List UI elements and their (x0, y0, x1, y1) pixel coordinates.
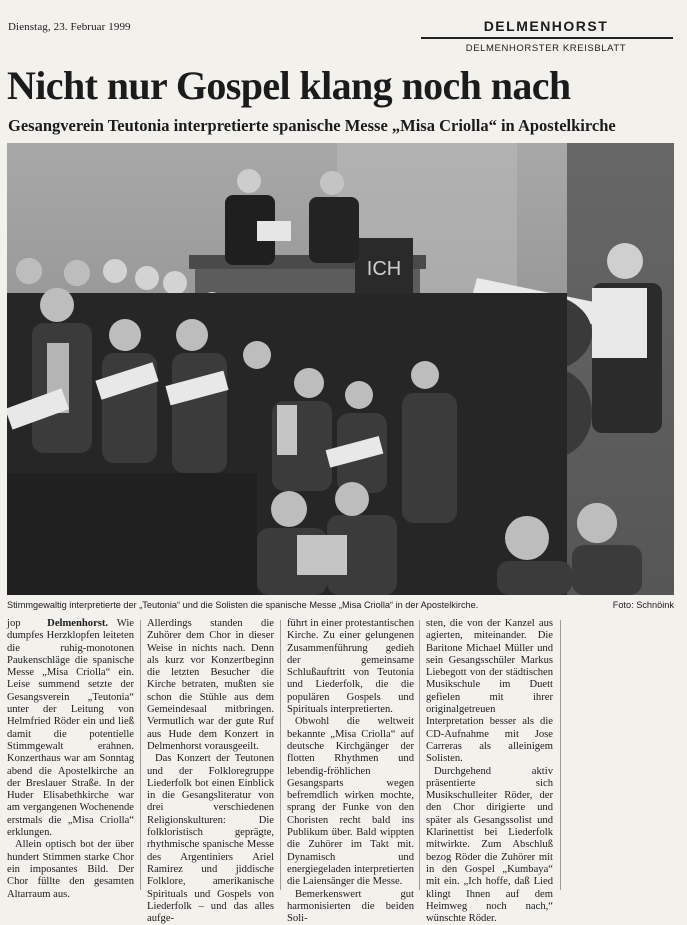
paragraph (7, 618, 134, 839)
issue-date: Dienstag, 23. Februar 1999 (8, 21, 131, 33)
column-divider (419, 620, 420, 890)
paragraph: Das Konzert der Teutonen und der Folkloregruppe Liederfolk bot einen Einblick in die Gesangsliteratur von drei verschiedenen Religionskulturen: Die folkloristisch geprägte, rhythmische spanische Messe des Argentiniers Ariel Ramirez und jiddische Folklore, amerikanische Spirituals und Gospels von Liederfolk – und das alles aufge- (147, 753, 274, 925)
choir-photo (7, 143, 674, 595)
photo-caption (7, 600, 674, 610)
column-divider (280, 620, 281, 890)
column-divider (560, 620, 561, 890)
caption-text: Stimmgewaltig interpretierte der „Teutonia“ und die Solisten die spanische Messe „Misa Criolla“ in der Apostelkirche. (7, 600, 479, 610)
paragraph: führt in einer protestantischen Kirche. Zu einer gelungenen Zusammenführung gedieh der gemeinsame Schlußauftritt von Teutonia und Liederfolk, die die populären Gospels und Spirituals interpretierten. (287, 618, 414, 716)
column-4 (426, 618, 553, 925)
paragraph: Bemerkenswert gut harmonisierten die beiden Soli- (287, 888, 414, 925)
paragraph: Allein optisch bot der über hundert Stimmen starke Chor ein imposantes Bild. Der Chor füllte den gesamten Altarraum aus. (7, 839, 134, 900)
subheadline: Gesangverein Teutonia interpretierte spanische Messe „Misa Criolla“ in Apostelkirche (8, 116, 616, 135)
pulpit-sign-text: ICH (366, 258, 402, 280)
newspaper-name: DELMENHORSTER KREISBLATT (465, 43, 627, 54)
dateline: Delmenhorst. (47, 618, 109, 629)
column-divider (140, 620, 141, 890)
paragraph: Obwohl die weltweit bekannte „Misa Criolla“ auf deutsche Kirchgänger der flotten Rhythmen und lebendig-fröhlichen Gesangsparts wegen befremdlich wirken mochte, sprang der Funke von den Choristen recht bald ins Publikum über. Bald wippten die Zuhörer im Takt mit. Dynamisch und energiegeladen interpretierten die Laiensänger die Messe. (287, 716, 414, 888)
column-3 (287, 618, 414, 925)
section-title: DELMENHORST (483, 18, 609, 34)
photo-credit: Foto: Schnöink (612, 600, 674, 610)
column-2 (147, 618, 274, 925)
header-rule (421, 37, 673, 39)
paragraph: Allerdings standen die Zuhörer dem Chor in dieser Weise in nichts nach. Denn als kurz vor Konzertbeginn die letzten Besucher die Kirche betraten, mußten sie schon die Stühle aus dem Gemeindesaal mitbringen. Vermutlich war der gute Ruf aus Hude dem Konzert in Delmenhorst vorausgeeilt. (147, 618, 274, 752)
paragraph: sten, die von der Kanzel aus agierten, miteinander. Die Baritone Michael Müller und sein Gesangsschüler Markus Liebegott von der städtischen Musikschule im Duett gefielen mit ihrer originalgetreuen Interpretation besser als die CD-Aufnahme mit Jose Carreras als alleinigem Solisten. (426, 618, 553, 765)
byline: jop (7, 618, 21, 629)
paragraph-text: Wie dumpfes Herzklopfen leiteten die ruhig-monotonen Paukenschläge die spanische Messe „Misa Criolla“ ein. Leise summend setzte der Gesangsverein „Teutonia“ unter der Leitung von Helmfried Röder ein und ließ damit die potentielle Stimmgewalt erahnen. Konzerthaus war am Sonntag abend die Apostelkirche an der Breslauer Straße. In der Huder Elisabethkirche war am vergangenen Wochenende erstmals die „Misa Criolla“ erklungen. (7, 618, 134, 839)
article-body (7, 618, 674, 925)
column-1 (7, 618, 134, 901)
headline: Nicht nur Gospel klang noch nach (7, 63, 571, 108)
paragraph: Durchgehend aktiv präsentierte sich Musikschulleiter Röder, der den Chor dirigierte und später als Gesangssolist und Klarinettist bei Liederfolk mitwirkte. Zum Abschluß bezog Röder die Zuhörer mit in den Gospel „Kumbaya“ mit ein. „Ich hoffe, daß Lied klingt Ihnen auf dem Heimweg noch nach,“ wünschte Röder. (426, 765, 553, 925)
